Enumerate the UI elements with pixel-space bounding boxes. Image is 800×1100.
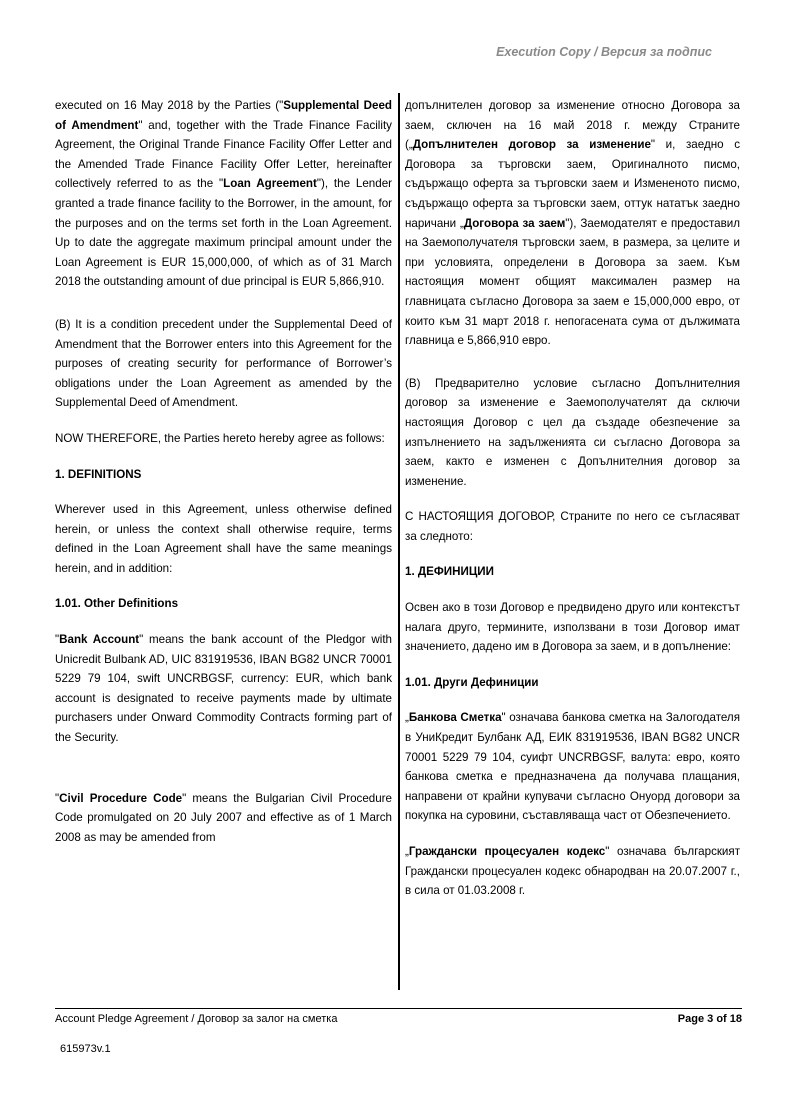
text-run: executed on 16 May 2018 by the Parties (" [55, 99, 284, 112]
defined-term: Bank Account [59, 633, 140, 647]
text-run: "), the Lender granted a trade finance facility to the Borrower, in the amount, for the purposes and on the terms set forth in the Loan Agreement. Up to date the aggregate maximum principal amount under the Loan Agreement is EUR 15,000,000, of which as of 31 March 2018 the outstanding amount of due principal is EUR 5,866,910. [55, 177, 393, 289]
column-divider [398, 93, 400, 990]
text-run: NOW THEREFORE, the Parties hereto hereby agree as follows: [55, 431, 385, 445]
text-run: " means the Bulgarian Civil Procedure Code promulgated on 20 July 2007 and effective as of 1 March 2008 as may be amended from [55, 791, 392, 844]
now-therefore-bg [405, 507, 740, 546]
definition-civil-procedure-code-bg [405, 842, 740, 901]
text-run: С НАСТОЯЩИЯ ДОГОВОР, Страните по него се съгласяват за следното: [405, 510, 740, 543]
page-number: Page 3 of 18 [677, 1013, 742, 1025]
text-run: " [55, 791, 60, 805]
text-run: " означава българският Граждански процесуален кодекс обнародван на 20.07.2007 г., в сила от 01.03.2008 г. [405, 845, 741, 898]
defined-term: Loan Agreement [223, 177, 317, 191]
defined-term: Допълнителен договор за изменение [412, 138, 651, 152]
text-run: " означава банкова сметка на Залогодателя в УниКредит Булбанк АД, ЕИК 831919536, IBAN BG82 UNCR 70001 5229 79 104, суифт UNCRBGSF, валута: евро, която банкова сметка е предназначена да получава плащания, направени от крайни купувачи съгласно Онуорд договори за покупка на суровини, съставляваща част от Обезпечението. [405, 711, 740, 823]
text-run: „ [405, 845, 409, 858]
text-run: "), Заемодателят е предоставил на Заемополучателя търговски заем, в размера, за целите и при условията, определени в Договора за заем. Към настоящия момент общият максимален размер на главницата съгласно Договора за заем е 15,000,000 евро, от които към 31 март 2018 г. непогасената сума от дължимата главница е 5,866,910 евро. [405, 216, 740, 348]
recital-a-continuation-en [55, 96, 392, 292]
subsection-heading-other-definitions-en: 1.01. Other Definitions [55, 597, 179, 611]
defined-term: Граждански процесуален кодекс [408, 845, 606, 858]
text-run: (B) It is a condition precedent under the Supplemental Deed of Amendment that the Borrower enters into this Agreement for the purposes of creating security for performance of Borrower’s obligations under the Loan Agreement as amended by the Supplemental Deed of Amendment. [55, 317, 392, 410]
recital-b-en [55, 315, 392, 413]
recital-a-continuation-bg [405, 96, 740, 351]
text-run: " means the bank account of the Pledgor with Unicredit Bulbank AD, UIC 831919536, IBAN BG82 UNCR 70001 5229 79 104, swift UNCRBGSF, currency: EUR, which bank account is designated to receive payments made by ultimate purchasers under Onward Commodity Contracts forming part of the Security. [55, 633, 392, 745]
bulgarian-column [405, 96, 740, 901]
text-run: " and, together with the Trade Finance Facility Agreement, the Original Trande Finance Facility Offer Letter and the Amended Trade Finance Facility Offer Letter, hereinafter collectively referred to as the " [55, 118, 392, 191]
execution-copy-header: Execution Copy / Версия за подпис [496, 45, 712, 59]
now-therefore-en [55, 429, 392, 449]
definition-bank-account-bg [405, 708, 740, 826]
defined-term: Supplemental Deed of Amendment [55, 99, 392, 132]
text-run: допълнителен договор за изменение относно Договора за заем, сключен на 16 май 2018 г. между Страните („ [405, 99, 740, 152]
footer-document-title: Account Pledge Agreement / Договор за залог на сметка [55, 1013, 338, 1025]
defined-term: Банкова Сметка [408, 711, 502, 725]
defined-term: Договора за заем [463, 216, 566, 230]
recital-b-bg [405, 374, 740, 492]
defined-term: Civil Procedure Code [59, 791, 183, 805]
footer-rule [55, 1008, 742, 1009]
english-column [55, 96, 392, 847]
text-run: (B) Предварително условие съгласно Допълнителния договор за изменение е Заемополучателят да сключи настоящия Договор с цел да създаде обезпечение за изпълнението на задълженията си съгласно Договора за заем, както е изменен с Допълнителния договор за изменение. [405, 376, 740, 488]
subsection-heading-other-definitions-bg: 1.01. Други Дефиниции [405, 675, 539, 689]
text-run: " [55, 633, 60, 647]
text-run: Освен ако в този Договор е предвидено друго или контекстът налага друго, термините, използвани в този Договор имат значението, дадено им в Договора за заем, и в допълнение: [405, 601, 740, 654]
text-run: " и, заедно с Договора за търговски заем, Оригиналното писмо, съдържащо оферта за търговски заем и Измененото писмо, съдържащо оферта за търговски заем, оттук нататък заедно наричани „ [405, 138, 740, 230]
document-reference: 615973v.1 [60, 1043, 111, 1055]
text-run: Wherever used in this Agreement, unless otherwise defined herein, or unless the context shall otherwise require, terms defined in the Loan Agreement shall have the same meanings herein, and in addition: [55, 503, 392, 575]
text-run: „ [405, 711, 409, 725]
definitions-intro-en [55, 500, 392, 578]
section-heading-definitions-bg: 1. ДЕФИНИЦИИ [405, 565, 494, 579]
definition-civil-procedure-code-en [55, 789, 392, 848]
definitions-intro-bg [405, 598, 740, 657]
section-heading-definitions-en: 1. DEFINITIONS [55, 467, 142, 481]
definition-bank-account-en [55, 630, 392, 748]
